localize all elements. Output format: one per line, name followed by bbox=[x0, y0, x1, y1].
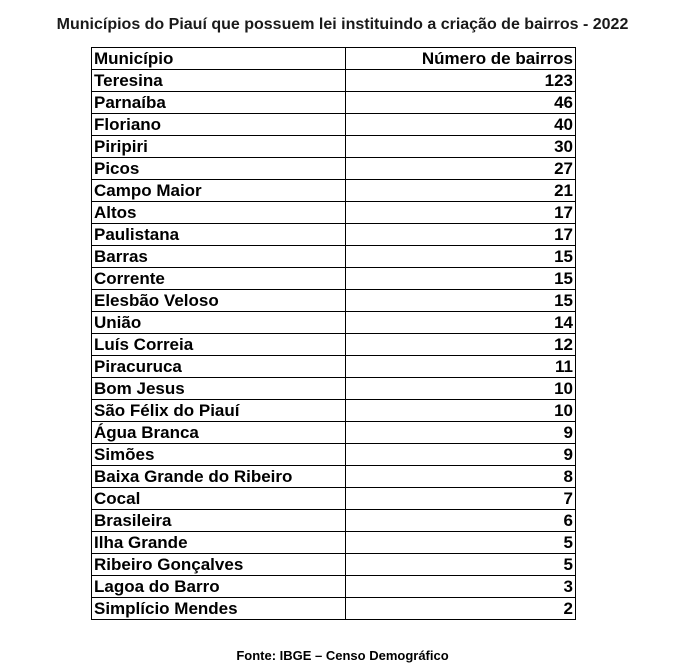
bairros-count-cell: 12 bbox=[346, 334, 576, 356]
bairros-count-cell: 15 bbox=[346, 290, 576, 312]
bairros-count-cell: 3 bbox=[346, 576, 576, 598]
municipio-cell: Piripiri bbox=[92, 136, 346, 158]
bairros-count-cell: 10 bbox=[346, 378, 576, 400]
municipio-cell: Altos bbox=[92, 202, 346, 224]
table-row bbox=[92, 312, 576, 334]
municipios-table bbox=[91, 47, 576, 620]
bairros-count-cell: 40 bbox=[346, 114, 576, 136]
bairros-count-cell: 7 bbox=[346, 488, 576, 510]
bairros-count-cell: 5 bbox=[346, 554, 576, 576]
table-row bbox=[92, 224, 576, 246]
bairros-count-cell: 10 bbox=[346, 400, 576, 422]
bairros-count-cell: 17 bbox=[346, 202, 576, 224]
bairros-count-cell: 5 bbox=[346, 532, 576, 554]
table-row bbox=[92, 598, 576, 620]
bairros-count-cell: 123 bbox=[346, 70, 576, 92]
page-title: Municípios do Piauí que possuem lei instituindo a criação de bairros - 2022 bbox=[56, 16, 629, 33]
bairros-count-cell: 9 bbox=[346, 444, 576, 466]
table-body bbox=[92, 70, 576, 620]
table-row bbox=[92, 158, 576, 180]
table-row bbox=[92, 180, 576, 202]
table-row bbox=[92, 510, 576, 532]
bairros-count-cell: 46 bbox=[346, 92, 576, 114]
table-row bbox=[92, 114, 576, 136]
municipio-cell: Cocal bbox=[92, 488, 346, 510]
bairros-count-cell: 27 bbox=[346, 158, 576, 180]
table-row bbox=[92, 290, 576, 312]
bairros-count-cell: 6 bbox=[346, 510, 576, 532]
table-row bbox=[92, 400, 576, 422]
municipio-cell: Ribeiro Gonçalves bbox=[92, 554, 346, 576]
municipio-cell: Água Branca bbox=[92, 422, 346, 444]
column-header-municipio: Município bbox=[92, 48, 346, 70]
table-header bbox=[92, 48, 576, 70]
bairros-count-cell: 30 bbox=[346, 136, 576, 158]
data-table-container bbox=[91, 47, 576, 620]
bairros-count-cell: 17 bbox=[346, 224, 576, 246]
municipio-cell: Baixa Grande do Ribeiro bbox=[92, 466, 346, 488]
table-row bbox=[92, 554, 576, 576]
municipio-cell: Barras bbox=[92, 246, 346, 268]
bairros-count-cell: 9 bbox=[346, 422, 576, 444]
municipio-cell: São Félix do Piauí bbox=[92, 400, 346, 422]
municipio-cell: Picos bbox=[92, 158, 346, 180]
municipio-cell: Floriano bbox=[92, 114, 346, 136]
table-row bbox=[92, 444, 576, 466]
table-row bbox=[92, 334, 576, 356]
bairros-count-cell: 11 bbox=[346, 356, 576, 378]
table-row bbox=[92, 92, 576, 114]
table-row bbox=[92, 356, 576, 378]
municipio-cell: Paulistana bbox=[92, 224, 346, 246]
table-row bbox=[92, 576, 576, 598]
table-row bbox=[92, 136, 576, 158]
municipio-cell: Lagoa do Barro bbox=[92, 576, 346, 598]
municipio-cell: Luís Correia bbox=[92, 334, 346, 356]
municipio-cell: Ilha Grande bbox=[92, 532, 346, 554]
table-row bbox=[92, 422, 576, 444]
municipio-cell: Parnaíba bbox=[92, 92, 346, 114]
bairros-count-cell: 21 bbox=[346, 180, 576, 202]
bairros-count-cell: 15 bbox=[346, 246, 576, 268]
header-row bbox=[92, 48, 576, 70]
municipio-cell: Simplício Mendes bbox=[92, 598, 346, 620]
municipio-cell: Campo Maior bbox=[92, 180, 346, 202]
bairros-count-cell: 15 bbox=[346, 268, 576, 290]
table-row bbox=[92, 246, 576, 268]
municipio-cell: Teresina bbox=[92, 70, 346, 92]
table-row bbox=[92, 70, 576, 92]
table-row bbox=[92, 268, 576, 290]
municipio-cell: União bbox=[92, 312, 346, 334]
column-header-numero-bairros: Número de bairros bbox=[346, 48, 576, 70]
municipio-cell: Simões bbox=[92, 444, 346, 466]
table-row bbox=[92, 378, 576, 400]
municipio-cell: Corrente bbox=[92, 268, 346, 290]
municipio-cell: Elesbão Veloso bbox=[92, 290, 346, 312]
municipio-cell: Brasileira bbox=[92, 510, 346, 532]
table-row bbox=[92, 202, 576, 224]
municipio-cell: Bom Jesus bbox=[92, 378, 346, 400]
table-row bbox=[92, 488, 576, 510]
municipio-cell: Piracuruca bbox=[92, 356, 346, 378]
table-row bbox=[92, 532, 576, 554]
table-row bbox=[92, 466, 576, 488]
source-note: Fonte: IBGE – Censo Demográfico bbox=[236, 648, 449, 663]
bairros-count-cell: 2 bbox=[346, 598, 576, 620]
bairros-count-cell: 14 bbox=[346, 312, 576, 334]
bairros-count-cell: 8 bbox=[346, 466, 576, 488]
